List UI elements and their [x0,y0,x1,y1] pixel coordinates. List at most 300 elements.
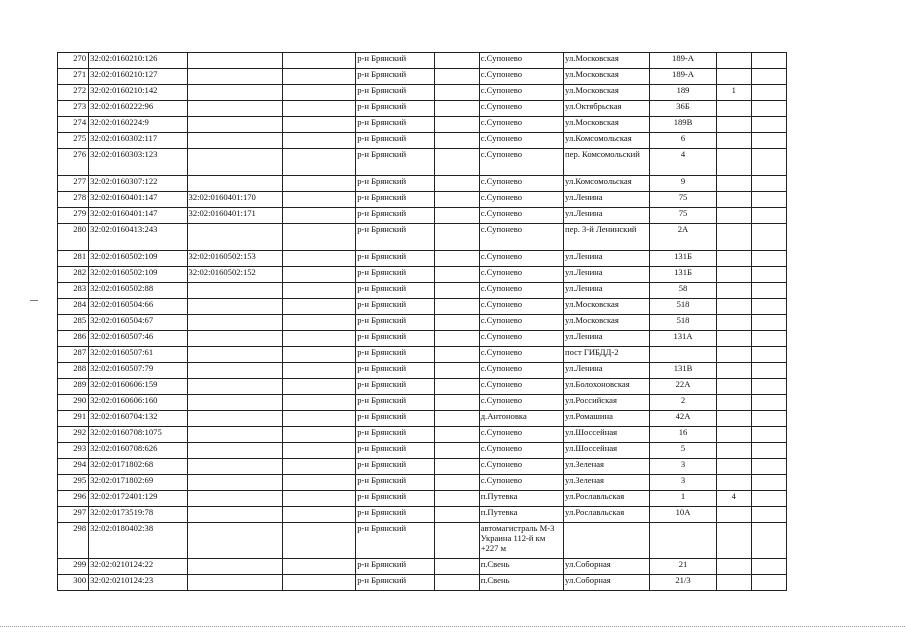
settlement-cell: с.Супонево [479,85,563,101]
street-cell: ул.Ленина [564,283,650,299]
empty-cell [751,379,786,395]
district-cell: р-н Брянский [356,224,434,251]
empty-cell [751,176,786,192]
empty-cell [751,443,786,459]
sub-cadastral-number-cell [187,224,282,251]
empty-cell [282,192,355,208]
settlement-cell: п.Путевка [479,507,563,523]
empty-cell [751,475,786,491]
empty-cell [751,331,786,347]
district-cell: р-н Брянский [356,176,434,192]
table-row [58,283,787,299]
empty-cell [434,559,479,575]
sub-cadastral-number-cell: 32:02:0160502:152 [187,267,282,283]
table-row [58,176,787,192]
house-number-cell: 42А [650,411,716,427]
table-row [58,411,787,427]
extra-number-cell [716,523,751,559]
empty-cell [282,251,355,267]
house-number-cell: 75 [650,208,716,224]
empty-cell [751,363,786,379]
cadastral-number-cell: 32:02:0160401:147 [89,192,187,208]
empty-cell [282,85,355,101]
empty-cell [751,283,786,299]
extra-number-cell [716,363,751,379]
row-number-cell: 274 [58,117,89,133]
district-cell: р-н Брянский [356,559,434,575]
table-row [58,427,787,443]
empty-cell [434,101,479,117]
extra-number-cell [716,192,751,208]
district-cell: р-н Брянский [356,331,434,347]
extra-number-cell [716,149,751,176]
table-row [58,395,787,411]
settlement-cell: с.Супонево [479,208,563,224]
sub-cadastral-number-cell [187,559,282,575]
empty-cell [751,85,786,101]
settlement-cell: с.Супонево [479,427,563,443]
settlement-cell: с.Супонево [479,133,563,149]
settlement-cell: д.Антоновка [479,411,563,427]
district-cell: р-н Брянский [356,459,434,475]
empty-cell [434,192,479,208]
extra-number-cell [716,69,751,85]
table-body [58,53,787,591]
empty-cell [282,176,355,192]
sub-cadastral-number-cell [187,507,282,523]
cadastral-number-cell: 32:02:0160502:88 [89,283,187,299]
empty-cell [282,395,355,411]
row-number-cell: 277 [58,176,89,192]
house-number-cell: 21/3 [650,575,716,591]
sub-cadastral-number-cell [187,117,282,133]
table-row [58,507,787,523]
row-number-cell: 280 [58,224,89,251]
sub-cadastral-number-cell [187,176,282,192]
settlement-cell: с.Супонево [479,69,563,85]
row-number-cell: 287 [58,347,89,363]
street-cell: ул.Зеленая [564,475,650,491]
street-cell: ул.Рославльская [564,507,650,523]
table-row [58,101,787,117]
house-number-cell: 21 [650,559,716,575]
empty-cell [751,192,786,208]
settlement-cell: с.Супонево [479,251,563,267]
row-number-cell: 291 [58,411,89,427]
house-number-cell: 1 [650,491,716,507]
empty-cell [434,299,479,315]
row-number-cell: 299 [58,559,89,575]
empty-cell [434,523,479,559]
extra-number-cell [716,224,751,251]
empty-cell [282,411,355,427]
empty-cell [282,283,355,299]
empty-cell [282,331,355,347]
row-number-cell: 295 [58,475,89,491]
empty-cell [751,299,786,315]
settlement-cell: с.Супонево [479,331,563,347]
settlement-cell: п.Путевка [479,491,563,507]
row-number-cell: 283 [58,283,89,299]
table-row [58,331,787,347]
cadastral-number-cell: 32:02:0171802:69 [89,475,187,491]
row-number-cell: 281 [58,251,89,267]
row-number-cell: 289 [58,379,89,395]
row-number-cell: 270 [58,53,89,69]
address-register-table [57,52,787,591]
cadastral-number-cell: 32:02:0160210:127 [89,69,187,85]
house-number-cell: 2А [650,224,716,251]
extra-number-cell [716,101,751,117]
empty-cell [751,53,786,69]
settlement-cell: с.Супонево [479,315,563,331]
settlement-cell: с.Супонево [479,53,563,69]
empty-cell [751,575,786,591]
sub-cadastral-number-cell [187,133,282,149]
extra-number-cell [716,559,751,575]
settlement-cell: с.Супонево [479,192,563,208]
settlement-cell: автомагистраль М-3 Украина 112-й км +227 м [479,523,563,559]
empty-cell [434,117,479,133]
empty-cell [751,523,786,559]
settlement-cell: с.Супонево [479,267,563,283]
extra-number-cell [716,379,751,395]
empty-cell [751,208,786,224]
district-cell: р-н Брянский [356,53,434,69]
empty-cell [282,507,355,523]
empty-cell [434,443,479,459]
extra-number-cell [716,315,751,331]
district-cell: р-н Брянский [356,315,434,331]
sub-cadastral-number-cell [187,347,282,363]
extra-number-cell [716,575,751,591]
empty-cell [434,331,479,347]
district-cell: р-н Брянский [356,267,434,283]
cadastral-number-cell: 32:02:0160507:79 [89,363,187,379]
cadastral-number-cell: 32:02:0160502:109 [89,267,187,283]
empty-cell [434,208,479,224]
empty-cell [751,411,786,427]
sub-cadastral-number-cell [187,379,282,395]
scan-footer-line [0,626,905,627]
empty-cell [282,267,355,283]
settlement-cell: с.Супонево [479,117,563,133]
empty-cell [282,101,355,117]
cadastral-number-cell: 32:02:0171802:68 [89,459,187,475]
settlement-cell: с.Супонево [479,459,563,475]
row-number-cell: 294 [58,459,89,475]
table-row [58,224,787,251]
district-cell: р-н Брянский [356,363,434,379]
row-number-cell: 285 [58,315,89,331]
street-cell: ул.Московская [564,299,650,315]
street-cell: пост ГИБДД-2 [564,347,650,363]
settlement-cell: с.Супонево [479,443,563,459]
cadastral-number-cell: 32:02:0160504:66 [89,299,187,315]
empty-cell [751,491,786,507]
sub-cadastral-number-cell [187,283,282,299]
empty-cell [751,507,786,523]
street-cell: ул.Ленина [564,208,650,224]
empty-cell [282,363,355,379]
settlement-cell: с.Супонево [479,283,563,299]
street-cell: пер. 3-й Ленинский [564,224,650,251]
extra-number-cell [716,395,751,411]
district-cell: р-н Брянский [356,523,434,559]
empty-cell [434,69,479,85]
empty-cell [282,299,355,315]
sub-cadastral-number-cell [187,523,282,559]
extra-number-cell [716,283,751,299]
street-cell: ул.Ромашина [564,411,650,427]
row-number-cell: 278 [58,192,89,208]
district-cell: р-н Брянский [356,133,434,149]
empty-cell [751,149,786,176]
row-number-cell: 292 [58,427,89,443]
settlement-cell: с.Супонево [479,363,563,379]
table-row [58,251,787,267]
extra-number-cell [716,53,751,69]
street-cell: ул.Ленина [564,251,650,267]
cadastral-number-cell: 32:02:0160302:117 [89,133,187,149]
district-cell: р-н Брянский [356,575,434,591]
row-number-cell: 275 [58,133,89,149]
cadastral-number-cell: 32:02:0173519:78 [89,507,187,523]
house-number-cell [650,523,716,559]
empty-cell [751,133,786,149]
house-number-cell: 131Б [650,251,716,267]
cadastral-number-cell: 32:02:0160401:147 [89,208,187,224]
table-row [58,459,787,475]
row-number-cell: 273 [58,101,89,117]
empty-cell [282,491,355,507]
table-row [58,363,787,379]
empty-cell [434,507,479,523]
empty-cell [282,475,355,491]
district-cell: р-н Брянский [356,491,434,507]
house-number-cell: 131А [650,331,716,347]
street-cell: ул.Рославльская [564,491,650,507]
sub-cadastral-number-cell [187,85,282,101]
settlement-cell: п.Свень [479,559,563,575]
sub-cadastral-number-cell [187,475,282,491]
district-cell: р-н Брянский [356,347,434,363]
extra-number-cell [716,411,751,427]
street-cell: ул.Октябрьская [564,101,650,117]
table-row [58,53,787,69]
sub-cadastral-number-cell [187,575,282,591]
empty-cell [282,427,355,443]
district-cell: р-н Брянский [356,507,434,523]
table-row [58,523,787,559]
sub-cadastral-number-cell [187,443,282,459]
table-row [58,85,787,101]
table-row [58,117,787,133]
street-cell: ул.Московская [564,85,650,101]
district-cell: р-н Брянский [356,475,434,491]
house-number-cell: 16 [650,427,716,443]
empty-cell [751,559,786,575]
district-cell: р-н Брянский [356,251,434,267]
sub-cadastral-number-cell [187,53,282,69]
district-cell: р-н Брянский [356,299,434,315]
empty-cell [751,267,786,283]
cadastral-number-cell: 32:02:0172401:129 [89,491,187,507]
district-cell: р-н Брянский [356,411,434,427]
sub-cadastral-number-cell [187,331,282,347]
empty-cell [434,224,479,251]
house-number-cell: 189-А [650,53,716,69]
table-row [58,347,787,363]
sub-cadastral-number-cell: 32:02:0160502:153 [187,251,282,267]
empty-cell [751,251,786,267]
row-number-cell: 276 [58,149,89,176]
empty-cell [282,459,355,475]
table-row [58,559,787,575]
district-cell: р-н Брянский [356,192,434,208]
house-number-cell: 518 [650,315,716,331]
cadastral-number-cell: 32:02:0160704:132 [89,411,187,427]
street-cell: пер. Комсомольский [564,149,650,176]
row-number-cell: 298 [58,523,89,559]
settlement-cell: с.Супонево [479,395,563,411]
street-cell: ул.Московская [564,117,650,133]
street-cell: ул.Комсомольская [564,133,650,149]
district-cell: р-н Брянский [356,427,434,443]
empty-cell [434,363,479,379]
table-row [58,379,787,395]
empty-cell [282,559,355,575]
empty-cell [282,208,355,224]
empty-cell [434,347,479,363]
empty-cell [434,176,479,192]
table-row [58,192,787,208]
settlement-cell: с.Супонево [479,475,563,491]
empty-cell [751,395,786,411]
extra-number-cell [716,299,751,315]
extra-number-cell [716,176,751,192]
cadastral-number-cell: 32:02:0160502:109 [89,251,187,267]
street-cell: ул.Соборная [564,575,650,591]
empty-cell [282,133,355,149]
house-number-cell: 2 [650,395,716,411]
house-number-cell: 4 [650,149,716,176]
row-number-cell: 296 [58,491,89,507]
house-number-cell: 518 [650,299,716,315]
settlement-cell: с.Супонево [479,176,563,192]
cadastral-number-cell: 32:02:0210124:23 [89,575,187,591]
street-cell: ул.Зеленая [564,459,650,475]
house-number-cell: 131В [650,363,716,379]
sub-cadastral-number-cell: 32:02:0160401:170 [187,192,282,208]
cadastral-number-cell: 32:02:0160210:126 [89,53,187,69]
table-row [58,315,787,331]
cadastral-number-cell: 32:02:0160307:122 [89,176,187,192]
table-row [58,133,787,149]
empty-cell [282,575,355,591]
extra-number-cell: 1 [716,85,751,101]
settlement-cell: с.Супонево [479,299,563,315]
empty-cell [282,224,355,251]
extra-number-cell [716,507,751,523]
house-number-cell: 189В [650,117,716,133]
cadastral-number-cell: 32:02:0160210:142 [89,85,187,101]
sub-cadastral-number-cell [187,411,282,427]
row-number-cell: 272 [58,85,89,101]
street-cell: ул.Московская [564,53,650,69]
cadastral-number-cell: 32:02:0180402:38 [89,523,187,559]
cadastral-number-cell: 32:02:0210124:22 [89,559,187,575]
street-cell: ул.Болохоновская [564,379,650,395]
cadastral-number-cell: 32:02:0160507:46 [89,331,187,347]
district-cell: р-н Брянский [356,208,434,224]
empty-cell [282,379,355,395]
settlement-cell: с.Супонево [479,224,563,251]
empty-cell [434,53,479,69]
cadastral-number-cell: 32:02:0160606:159 [89,379,187,395]
table-row [58,208,787,224]
house-number-cell: 6 [650,133,716,149]
sub-cadastral-number-cell [187,491,282,507]
empty-cell [434,459,479,475]
empty-cell [751,459,786,475]
street-cell: ул.Московская [564,69,650,85]
cadastral-number-cell: 32:02:0160303:123 [89,149,187,176]
extra-number-cell [716,427,751,443]
extra-number-cell [716,347,751,363]
house-number-cell: 131Б [650,267,716,283]
street-cell [564,523,650,559]
sub-cadastral-number-cell: 32:02:0160401:171 [187,208,282,224]
house-number-cell: 189 [650,85,716,101]
house-number-cell: 189-А [650,69,716,85]
street-cell: ул.Московская [564,315,650,331]
empty-cell [282,443,355,459]
extra-number-cell [716,208,751,224]
sub-cadastral-number-cell [187,395,282,411]
empty-cell [434,267,479,283]
extra-number-cell [716,443,751,459]
settlement-cell: с.Супонево [479,347,563,363]
extra-number-cell [716,475,751,491]
district-cell: р-н Брянский [356,69,434,85]
empty-cell [751,427,786,443]
district-cell: р-н Брянский [356,379,434,395]
row-number-cell: 300 [58,575,89,591]
extra-number-cell [716,267,751,283]
street-cell: ул.Шоссейная [564,427,650,443]
row-number-cell: 284 [58,299,89,315]
extra-number-cell [716,117,751,133]
empty-cell [751,315,786,331]
street-cell: ул.Соборная [564,559,650,575]
margin-mark [30,300,38,301]
row-number-cell: 271 [58,69,89,85]
empty-cell [434,133,479,149]
table-row [58,443,787,459]
row-number-cell: 282 [58,267,89,283]
sub-cadastral-number-cell [187,149,282,176]
district-cell: р-н Брянский [356,149,434,176]
empty-cell [434,411,479,427]
row-number-cell: 290 [58,395,89,411]
district-cell: р-н Брянский [356,443,434,459]
row-number-cell: 297 [58,507,89,523]
empty-cell [434,149,479,176]
sub-cadastral-number-cell [187,69,282,85]
house-number-cell: 10А [650,507,716,523]
empty-cell [434,251,479,267]
